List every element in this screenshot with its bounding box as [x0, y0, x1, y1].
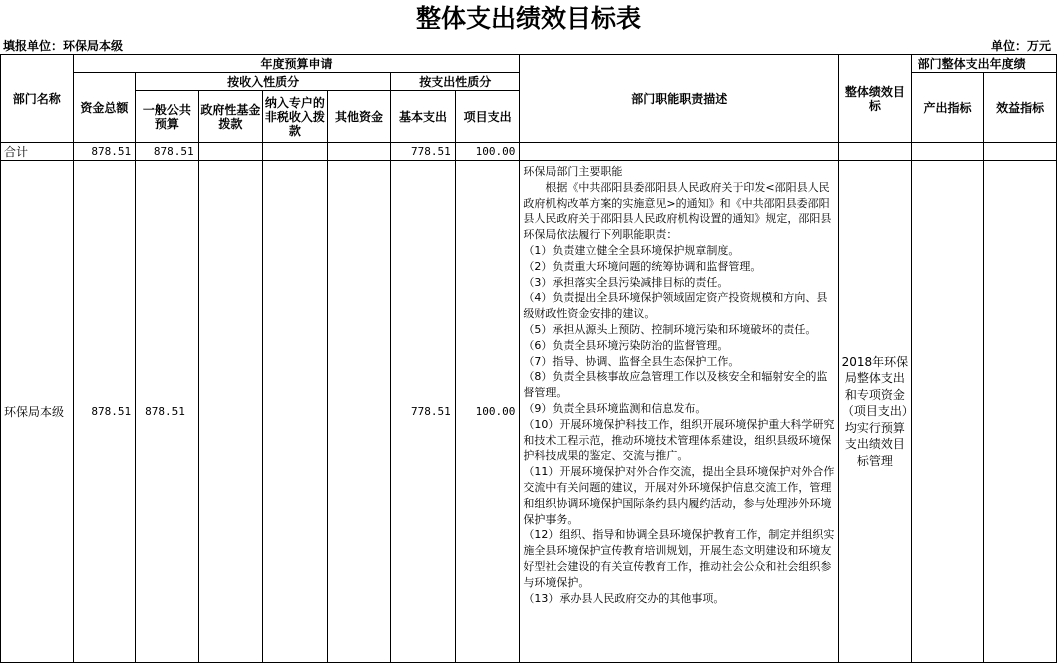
table-row — [1, 161, 1057, 663]
total-row-other-funds — [327, 143, 391, 161]
header-dept-name: 部门名称 — [1, 55, 74, 143]
dept-row-name: 环保局本级 — [1, 161, 74, 663]
reporting-unit: 填报单位：环保局本级 — [3, 39, 124, 53]
header-overall-goal: 整体绩效目标 — [839, 55, 912, 143]
header-gov-fund: 政府性基金拨款 — [198, 91, 263, 143]
header-other-funds: 其他资金 — [327, 91, 391, 143]
header-by-expense: 按支出性质分 — [391, 73, 520, 91]
dept-row-overall-goal: 2018年环保局整体支出和专项资金（项目支出）均实行预算支出绩效目标管理 — [839, 161, 912, 663]
dept-row-general-budget: 878.51 — [136, 161, 199, 663]
header-basic-exp: 基本支出 — [391, 91, 456, 143]
header-special-nontax: 纳入专户的非税收入拨款 — [263, 91, 328, 143]
header-budget-group: 年度预算申请 — [73, 55, 520, 73]
dept-row-benefit-ind — [984, 161, 1057, 663]
total-row-total-funds: 878.51 — [73, 143, 136, 161]
dept-row-gov-fund — [198, 161, 263, 663]
header-by-income: 按收入性质分 — [136, 73, 391, 91]
page-title: 整体支出绩效目标表 — [415, 4, 641, 33]
total-row-gov-fund — [198, 143, 263, 161]
dept-row-basic-exp: 778.51 — [391, 161, 456, 663]
dept-row-special-nontax — [263, 161, 328, 663]
total-row-basic-exp: 778.51 — [391, 143, 456, 161]
header-total-funds: 资金总额 — [73, 73, 136, 143]
header-general-budget: 一般公共预算 — [136, 91, 199, 143]
total-row-special-nontax — [263, 143, 328, 161]
table-row — [1, 143, 1057, 161]
dept-row-description: 环保局部门主要职能 根据《中共邵阳县委邵阳县人民政府关于印发<邵阳县人民政府机构改革方案的实施意见>的通知》和《中共邵阳县委邵阳县人民政府关于邵阳县人民政府机构设置的通知》规定，邵阳县环保局依法履行下列职能职责： （1）负责建立健全全县环境保护规章制度。 （2）负责重大环境问题的统筹协调和监督管理。 （3）承担落实全县污染减排目标的责任。 （4）负责提出全县环境保护领域固定资产投资规模和方向、县级财政性资金安排的建议。 （5）承担从源头上预防、控制环境污染和环境破坏的责任。 （6）负责全县环境污染防治的监督管理。 （7）指导、协调、监督全县生态保护工作。 （8）负责全县核事故应急管理工作以及核安全和辐射安全的监督管理。 （9）负责全县环境监测和信息发布。 （10）开展环境保护科技工作，组织开展环境保护重大科学研究和技术工程示范，推动环境技术管理体系建设，组织县级环境保护科技成果的鉴定、交流与推广。 （11）开展环境保护对外合作交流，提出全县环境保护对外合作交流中有关问题的建议，开展对外环境保护信息交流工作，管理和组织协调环境保护国际条约县内履约活动，参与处理涉外环境保护事务。 （12）组织、指导和协调全县环境保护教育工作，制定并组织实施全县环境保护宣传教育培训规划，开展生态文明建设和环境友好型社会建设的有关宣传教育工作，推动社会公众和社会组织参与环境保护。 （13）承办县人民政府交办的其他事项。 — [520, 161, 839, 663]
header-output-ind: 产出指标 — [911, 73, 984, 143]
header-project-exp: 项目支出 — [455, 91, 520, 143]
currency-unit: 单位：万元 — [990, 39, 1051, 53]
header-annual-group: 部门整体支出年度绩 — [911, 55, 1056, 73]
total-row-project-exp: 100.00 — [455, 143, 520, 161]
performance-table — [0, 54, 1057, 663]
dept-row-total-funds: 878.51 — [73, 161, 136, 663]
dept-row-output-ind — [911, 161, 984, 663]
header-benefit-ind: 效益指标 — [984, 73, 1057, 143]
total-row-general-budget: 878.51 — [136, 143, 199, 161]
header-duty-desc: 部门职能职责描述 — [520, 55, 839, 143]
dept-row-project-exp: 100.00 — [455, 161, 520, 663]
dept-row-other-funds — [327, 161, 391, 663]
total-row-name: 合计 — [1, 143, 74, 161]
